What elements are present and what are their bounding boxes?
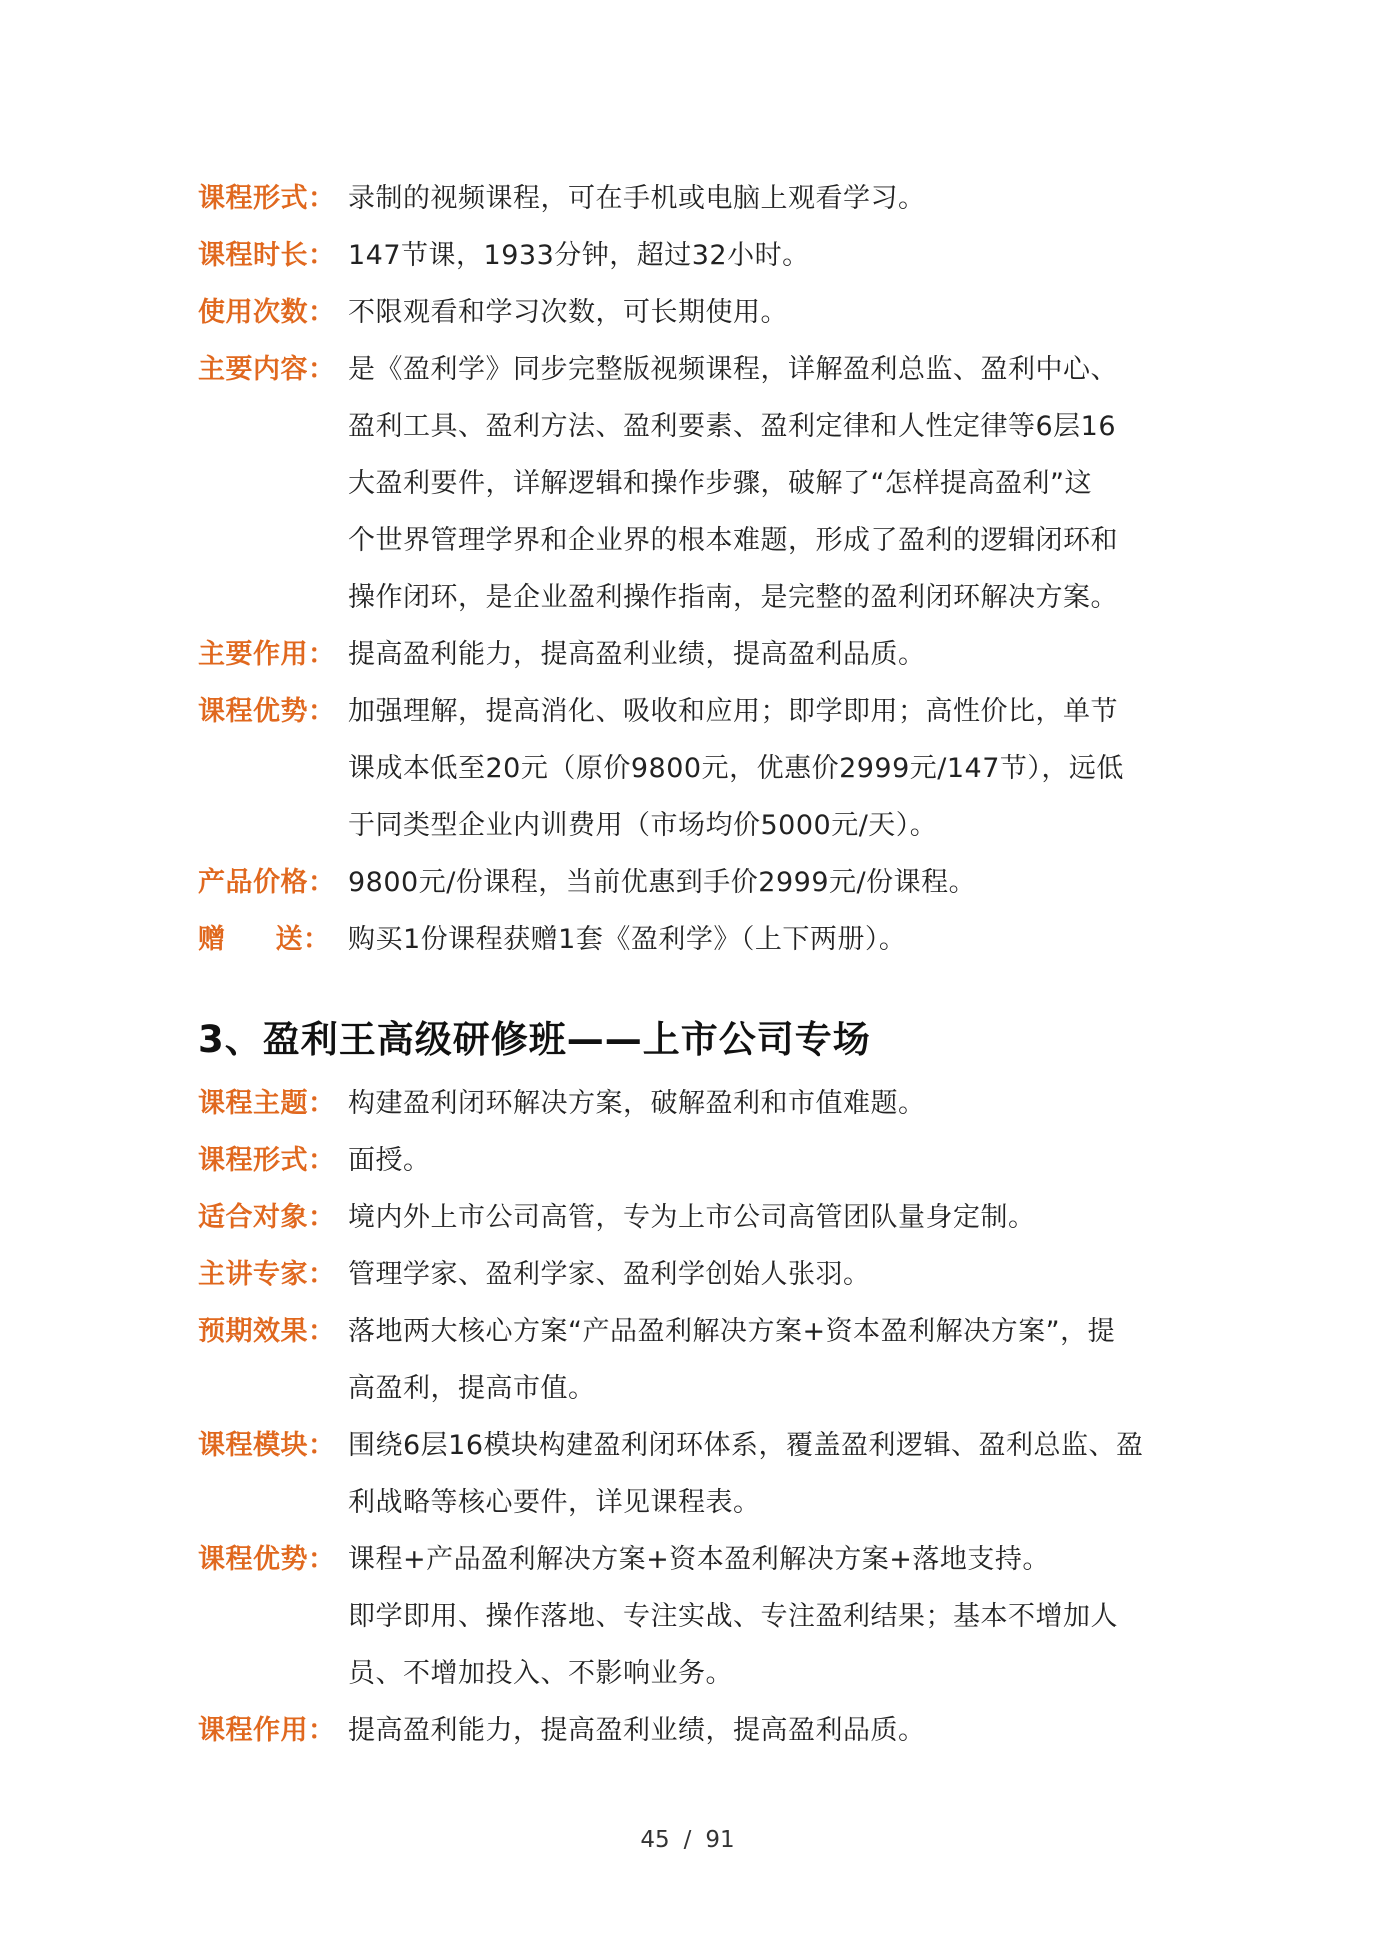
- field-value: 面授。: [348, 1145, 431, 1176]
- field-value: 围绕6层16模块构建盈利闭环体系，覆盖盈利逻辑、盈利总监、盈 利战略等核心要件，详见课程表。: [348, 1430, 1144, 1518]
- detail-row-effect: [198, 1702, 1198, 1759]
- detail-row-effect: [198, 626, 1198, 683]
- detail-row-speaker: [198, 1246, 1198, 1303]
- field-label: 主要作用：: [198, 639, 336, 670]
- field-label: 课程形式：: [198, 1145, 336, 1176]
- detail-row-gift: [198, 911, 1198, 968]
- detail-row-usage: [198, 284, 1198, 341]
- section-heading: 3、盈利王高级研修班——上市公司专场: [198, 1018, 871, 1061]
- field-label: 课程优势：: [198, 696, 336, 727]
- field-label: 课程时长：: [198, 240, 336, 271]
- detail-row-format: [198, 170, 1198, 227]
- field-label: 课程主题：: [198, 1088, 336, 1119]
- detail-row-content: [198, 341, 1198, 626]
- field-value: 9800元/份课程，当前优惠到手价2999元/份课程。: [348, 867, 977, 898]
- field-value: 录制的视频课程，可在手机或电脑上观看学习。: [348, 183, 926, 214]
- field-value: 不限观看和学习次数，可长期使用。: [348, 297, 788, 328]
- field-value: 管理学家、盈利学家、盈利学创始人张羽。: [348, 1259, 871, 1290]
- field-value: 购买1份课程获赠1套《盈利学》（上下两册）。: [348, 924, 907, 955]
- page-separator: /: [683, 1827, 692, 1853]
- field-label: 适合对象：: [198, 1202, 336, 1233]
- detail-row-advantage: [198, 1531, 1198, 1702]
- detail-row-topic: [198, 1075, 1198, 1132]
- field-label: 赠 送：: [198, 924, 331, 955]
- field-label: 课程作用：: [198, 1715, 336, 1746]
- field-value: 落地两大核心方案“产品盈利解决方案+资本盈利解决方案”，提 高盈利，提高市值。: [348, 1316, 1116, 1404]
- field-label: 课程模块：: [198, 1430, 336, 1461]
- field-value: 是《盈利学》同步完整版视频课程，详解盈利总监、盈利中心、 盈利工具、盈利方法、盈利要素、盈利定律和人性定律等6层16 大盈利要件，详解逻辑和操作步骤，破解了“怎样提高盈利”这 个世界管理学界和企业界的根本难题，形成了盈利的逻辑闭环和 操作闭环，是企业盈利操作指南，是完整的盈利闭环解决方案。: [348, 354, 1118, 613]
- detail-row-audience: [198, 1189, 1198, 1246]
- field-value: 构建盈利闭环解决方案，破解盈利和市值难题。: [348, 1088, 926, 1119]
- field-label: 产品价格：: [198, 867, 336, 898]
- detail-row-format: [198, 1132, 1198, 1189]
- field-value: 课程+产品盈利解决方案+资本盈利解决方案+落地支持。 即学即用、操作落地、专注实战、专注盈利结果；基本不增加人 员、不增加投入、不影响业务。: [348, 1544, 1118, 1689]
- field-label: 使用次数：: [198, 297, 336, 328]
- field-label: 课程优势：: [198, 1544, 336, 1575]
- field-label: 预期效果：: [198, 1316, 336, 1347]
- detail-row-price: [198, 854, 1198, 911]
- field-label: 主讲专家：: [198, 1259, 336, 1290]
- current-page: 45: [640, 1827, 670, 1853]
- total-pages: 91: [705, 1827, 735, 1853]
- detail-row-modules: [198, 1417, 1198, 1531]
- page-number: [0, 1827, 1375, 1853]
- field-value: 提高盈利能力，提高盈利业绩，提高盈利品质。: [348, 1715, 926, 1746]
- detail-row-advantage: [198, 683, 1198, 854]
- field-value: 提高盈利能力，提高盈利业绩，提高盈利品质。: [348, 639, 926, 670]
- seminar-details: [198, 1075, 1198, 1759]
- video-course-details: [198, 170, 1198, 968]
- field-value: 加强理解，提高消化、吸收和应用；即学即用；高性价比，单节 课成本低至20元（原价9800元，优惠价2999元/147节），远低 于同类型企业内训费用（市场均价5000元/天）。: [348, 696, 1124, 841]
- detail-row-expected-result: [198, 1303, 1198, 1417]
- field-value: 147节课，1933分钟，超过32小时。: [348, 240, 810, 271]
- field-label: 课程形式：: [198, 183, 336, 214]
- detail-row-duration: [198, 227, 1198, 284]
- field-label: 主要内容：: [198, 354, 336, 385]
- field-value: 境内外上市公司高管，专为上市公司高管团队量身定制。: [348, 1202, 1036, 1233]
